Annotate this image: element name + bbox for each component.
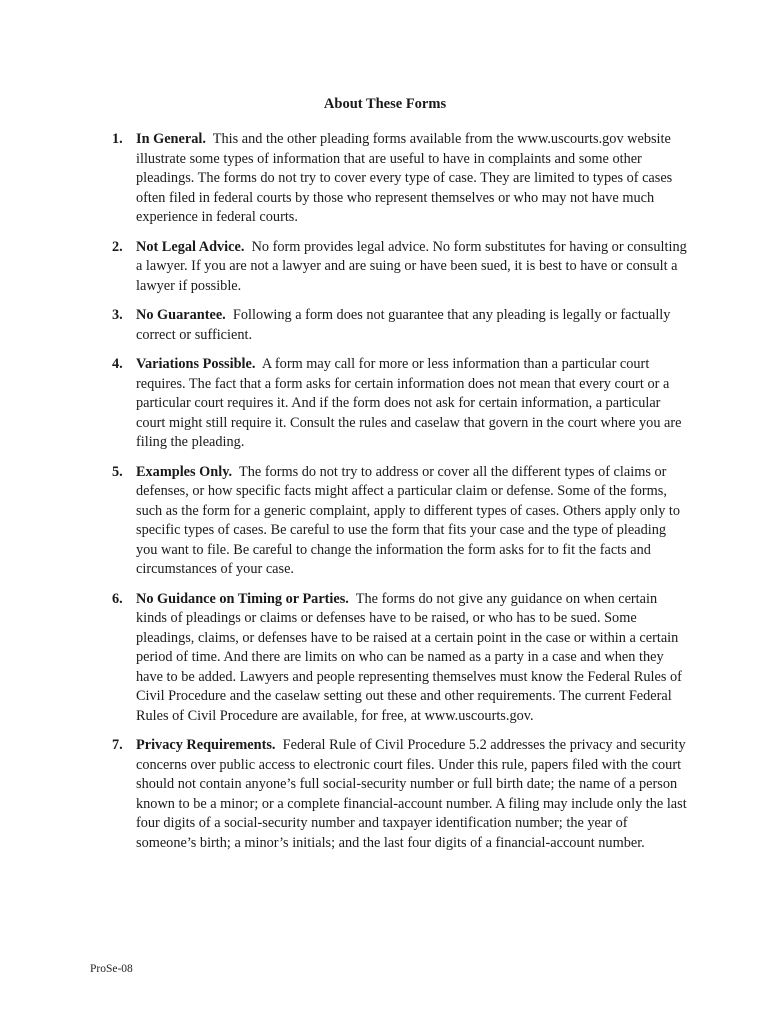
item-heading: No Guarantee. <box>136 307 226 323</box>
list-item-general <box>112 130 687 228</box>
forms-notes-list <box>112 130 687 863</box>
list-item-timing-parties <box>112 590 687 727</box>
item-number: 3. <box>112 307 123 323</box>
item-number: 7. <box>112 737 123 753</box>
item-heading: Examples Only. <box>136 463 233 480</box>
item-number: 1. <box>112 131 123 147</box>
item-number: 5. <box>112 463 123 480</box>
item-text: Following a form does not guarantee that any pleading is legally or factually correct or sufficient. <box>136 307 671 343</box>
item-text: Federal Rule of Civil Procedure 5.2 addresses the privacy and security concerns over public access to electronic court files. Under this rule, papers filed with the court should not contain anyone’s full social-security number or full birth date; the name of a person known to be a minor; or a complete financial-account number. A filing may include only the last four digits of a social-security number and taxpayer identification number; the year of someone’s birth; a minor’s initials; and the last four digits of a financial-account number. <box>136 737 687 851</box>
page-footer: ProSe-08 <box>90 963 133 975</box>
item-number: 6. <box>112 590 123 607</box>
item-text: A form may call for more or less information than a particular court requires. The fact that a form asks for certain information does not mean that every court or a particular court requires it. And if the form does not ask for certain information, a particular court might still require it. Consult the rules and caselaw that govern in the court where you are filing the pleading. <box>136 356 682 450</box>
item-heading: Variations Possible. <box>136 356 256 372</box>
item-heading: Privacy Requirements. <box>136 737 276 753</box>
list-item-privacy <box>112 736 687 853</box>
item-heading: Not Legal Advice. <box>136 238 245 255</box>
item-text: This and the other pleading forms available from the www.uscourts.gov website illustrate some types of information that are useful to have in complaints and some other pleadings. The forms do not try to cover every type of case. They are limited to types of cases often filed in federal courts by those who represent themselves or who may not have much experience in federal courts. <box>136 131 673 225</box>
item-number: 4. <box>112 356 123 372</box>
list-item-legal-advice <box>112 238 687 297</box>
list-item-variations <box>112 355 687 453</box>
list-item-guarantee <box>112 306 687 345</box>
page-title: About These Forms <box>323 96 447 112</box>
item-heading: No Guidance on Timing or Parties. <box>136 590 349 607</box>
item-heading: In General. <box>136 131 206 147</box>
item-text: The forms do not give any guidance on when certain kinds of pleadings or claims or defenses have to be raised, or who has to be sued. Some pleadings, claims, or defenses have to be raised at a certain point in the case or within a certain period of time. And there are limits on who can be named as a party in a case and when they have to be added. Lawyers and people representing themselves must know the Federal Rules of Civil Procedure and the caselaw setting out these and other requirements. The current Federal Rules of Civil Procedure are available, for free, at www.uscourts.gov. <box>136 590 682 724</box>
item-text: The forms do not try to address or cover all the different types of claims or defenses, or how specific facts might affect a particular claim or defense. Some of the forms, such as the form for a generic complaint, apply to different types of cases. Others apply only to specific types of cases. Be careful to use the form that fits your case and the type of pleading you want to file. Be careful to change the information the form asks for to fit the facts and circumstances of your case. <box>136 463 681 577</box>
item-number: 2. <box>112 238 123 255</box>
list-item-examples <box>112 463 687 580</box>
item-text: No form provides legal advice. No form substitutes for having or consulting a lawyer. If you are not a lawyer and are suing or have been sued, it is best to have or consult a lawyer if possible. <box>136 238 687 294</box>
